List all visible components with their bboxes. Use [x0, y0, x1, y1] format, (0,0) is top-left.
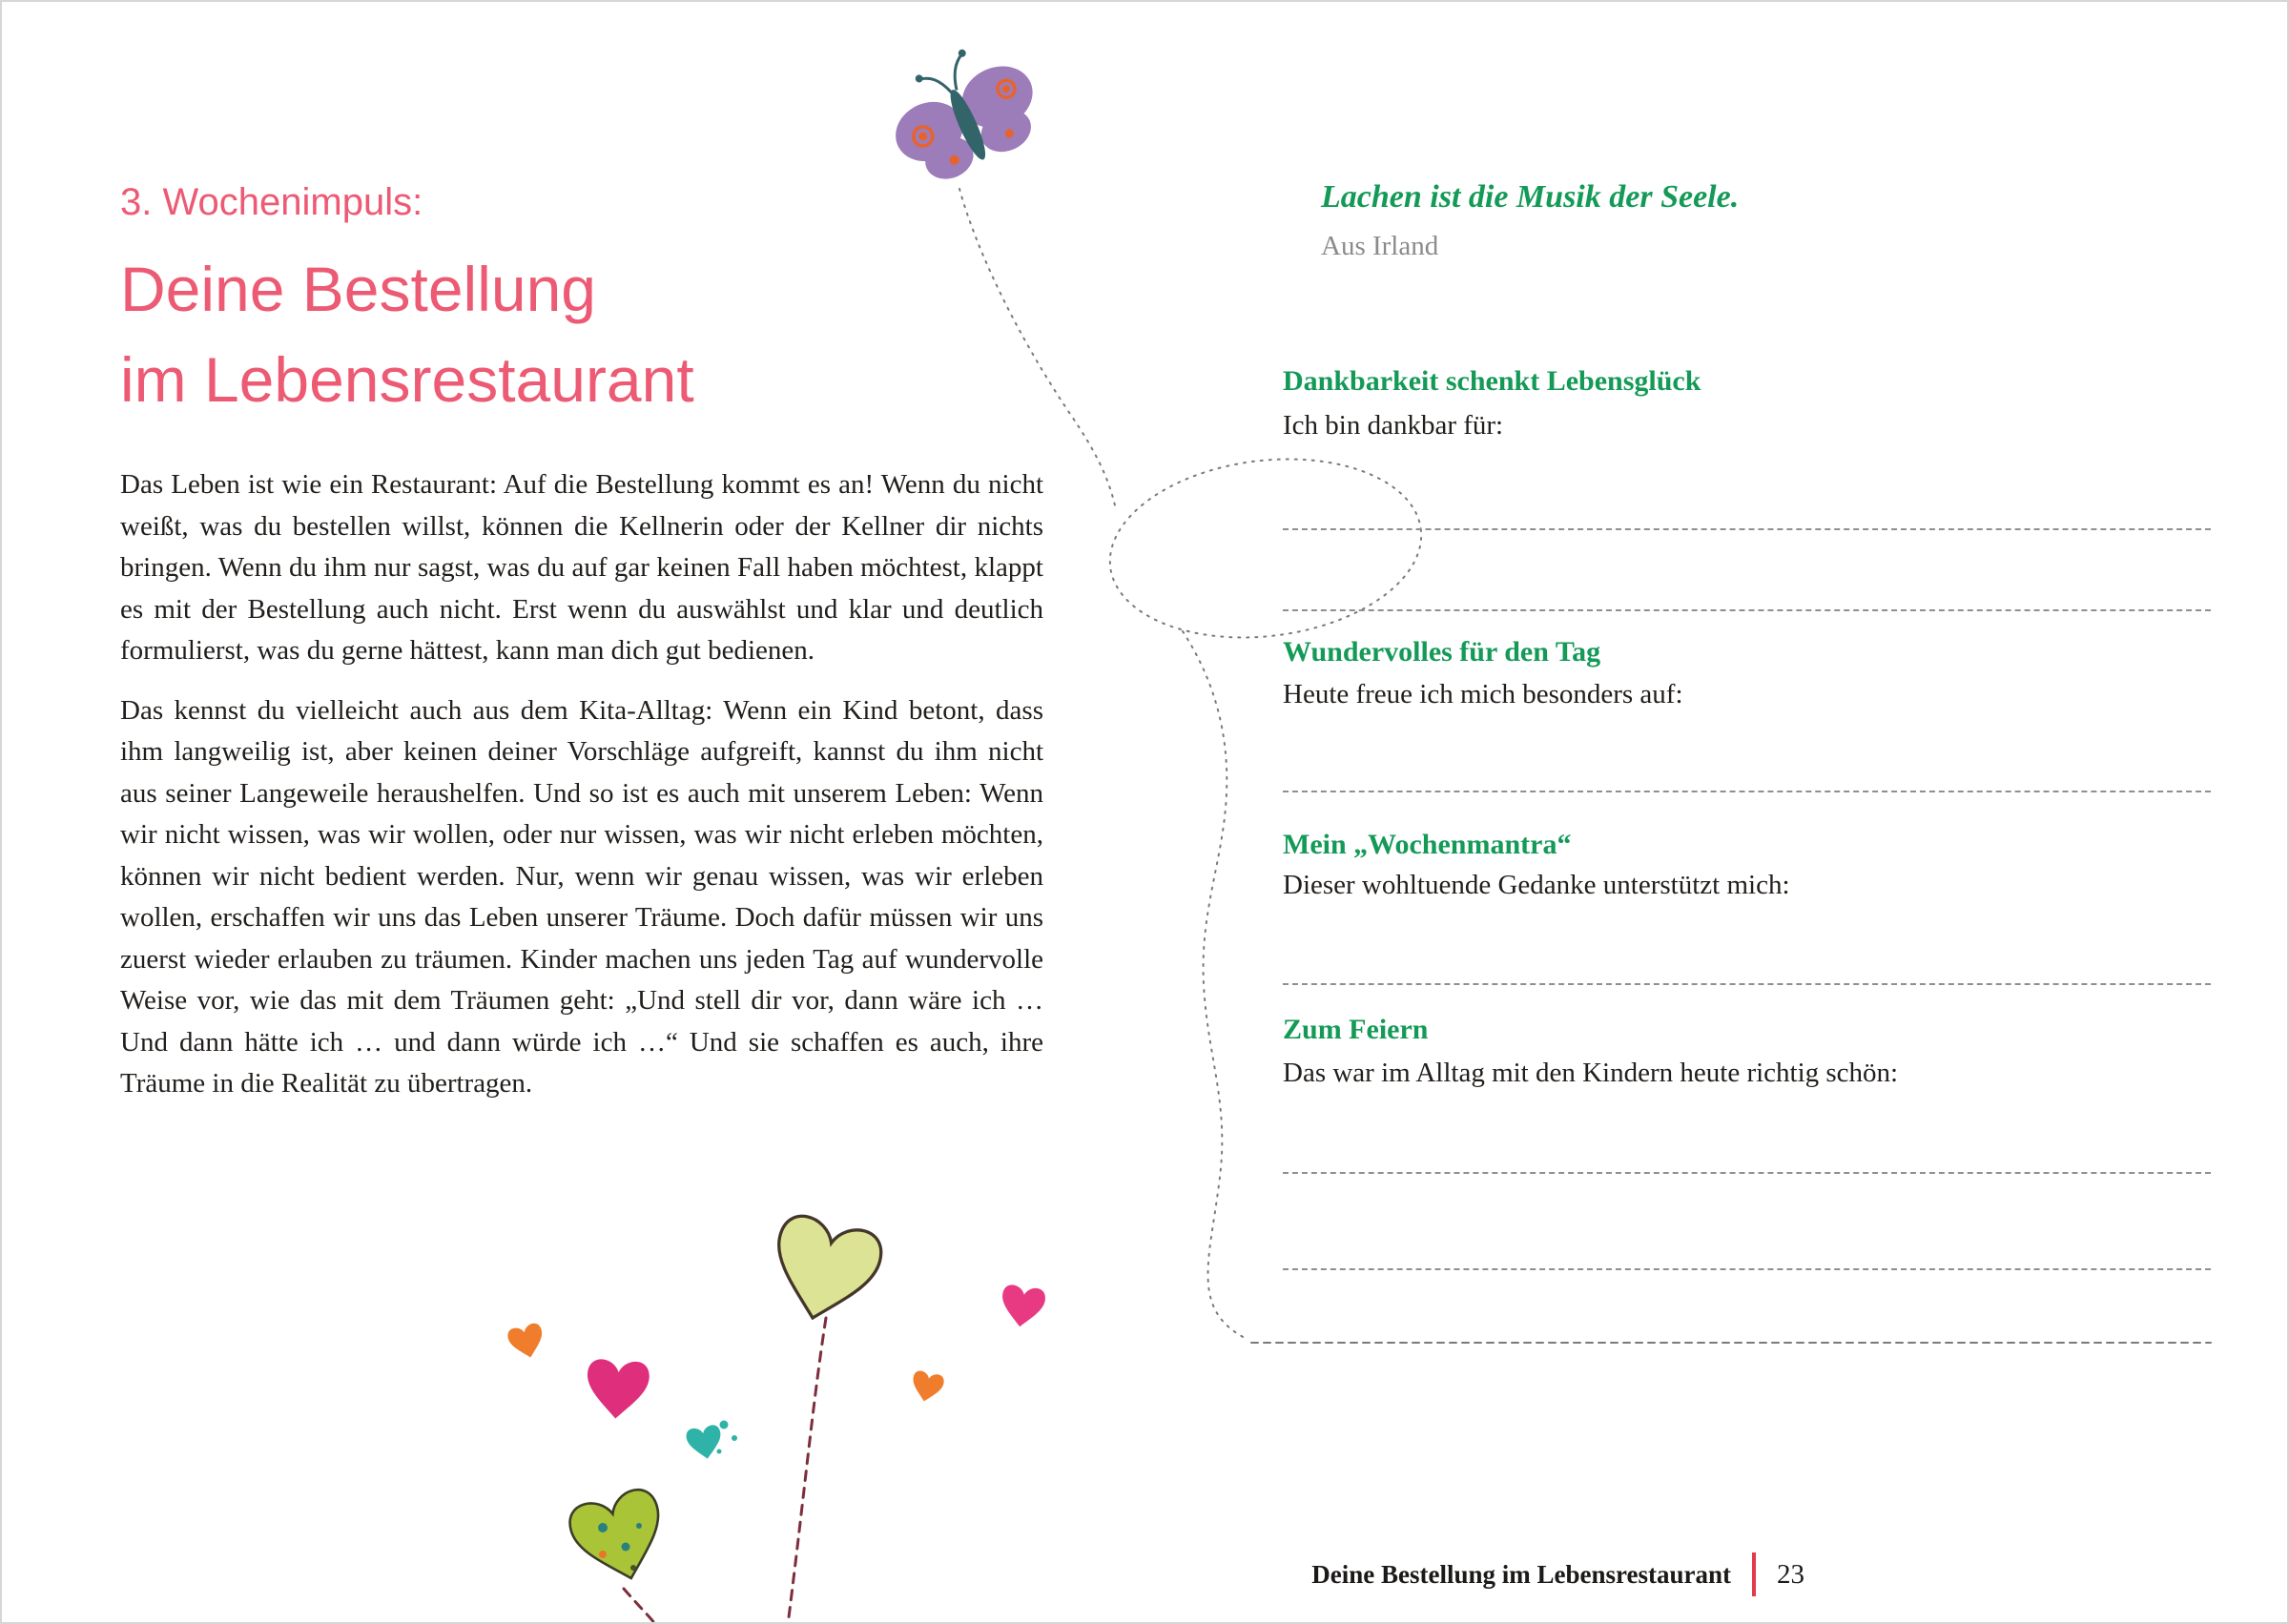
section-kicker: 3. Wochenimpuls:: [120, 181, 423, 223]
body-paragraph: Das kennst du vielleicht auch aus dem Kita-Alltag: Wenn ein Kind betont, dass ihm langweilig ist, aber keinen deiner Vorschläge aufgreift, kannst du ihm nicht aus seiner Langeweile heraushelfen. Und so ist es auch mit unserem Leben: Wenn wir nicht wissen, was wir wollen, oder nur wissen, was wir nicht erleben möchten, können wir nicht bedient werden. Nur, wenn wir genau wissen, was wir erleben wollen, erschaffen wir uns das Leben unserer Träume. Doch dafür müssen wir uns zuerst wieder erlauben zu träumen. Kinder machen uns jeden Tag auf wundervolle Weise vor, wie das mit dem Träumen geht: „Und stell dir vor, dann wäre ich … Und dann hätte ich … und dann würde ich …“ Und sie schaffen es auch, ihre Träume in die Realität zu übertragen.: [120, 694, 1043, 1099]
worksheet-heading-gratitude: Dankbarkeit schenkt Lebensglück: [1283, 365, 1701, 397]
worksheet-column: [1283, 2, 2211, 1624]
heart-icon: [506, 1322, 547, 1362]
writing-line: [1283, 609, 2211, 611]
worksheet-prompt-gratitude: Ich bin dankbar für:: [1283, 410, 1504, 441]
worksheet-prompt-mantra: Dieser wohltuende Gedanke unterstützt mich:: [1283, 870, 1790, 900]
page-title: [120, 244, 1043, 425]
heart-icon: [585, 1358, 650, 1420]
footer-divider: [1752, 1552, 1756, 1596]
worksheet-heading-mantra: Mein „Wochenmantra“: [1283, 829, 1572, 860]
title-line-1: Deine Bestellung: [120, 254, 596, 324]
writing-line: [1283, 791, 2211, 792]
page-number: 23: [1777, 1558, 1804, 1590]
article-column: [120, 179, 1043, 1105]
footer-chapter-title: Deine Bestellung im Lebensrestaurant: [1311, 1559, 1731, 1589]
heart-icon: [763, 1211, 886, 1330]
heart-icon: [999, 1284, 1046, 1329]
writing-line: [1283, 1268, 2211, 1270]
quote-attribution: Aus Irland: [1321, 231, 1439, 261]
worksheet-prompt-celebrate: Das war im Alltag mit den Kindern heute richtig schön:: [1283, 1058, 1899, 1088]
worksheet-prompt-wonderful: Heute freue ich mich besonders auf:: [1283, 679, 1683, 709]
worksheet-heading-wonderful: Wundervolles für den Tag: [1283, 636, 1601, 668]
writing-line: [1283, 528, 2211, 530]
quote-text: Lachen ist die Musik der Seele.: [1321, 179, 1740, 215]
heart-icon: [685, 1424, 724, 1462]
butterfly-icon: [873, 30, 1053, 194]
title-line-2: im Lebensrestaurant: [120, 344, 694, 415]
hearts-illustration: [506, 1211, 1047, 1591]
worksheet-heading-celebrate: Zum Feiern: [1283, 1014, 1429, 1045]
writing-line: [1283, 1172, 2211, 1174]
writing-line: [1283, 983, 2211, 985]
page-footer: [2, 1552, 1804, 1596]
intro-paragraph: Das Leben ist wie ein Restaurant: Auf die Bestellung kommt es an! Wenn du nicht weißt, was du bestellen willst, können die Kellnerin oder der Kellner dir nichts bringen. Wenn du ihm nur sagst, was du auf gar keinen Fall haben möchtest, klappt es mit der Bestellung auch nicht. Erst wenn du auswählst und klar und deutlich formulierst, was du gerne hättest, kann man dich gut bedienen.: [120, 469, 1043, 666]
heart-icon: [909, 1369, 945, 1405]
